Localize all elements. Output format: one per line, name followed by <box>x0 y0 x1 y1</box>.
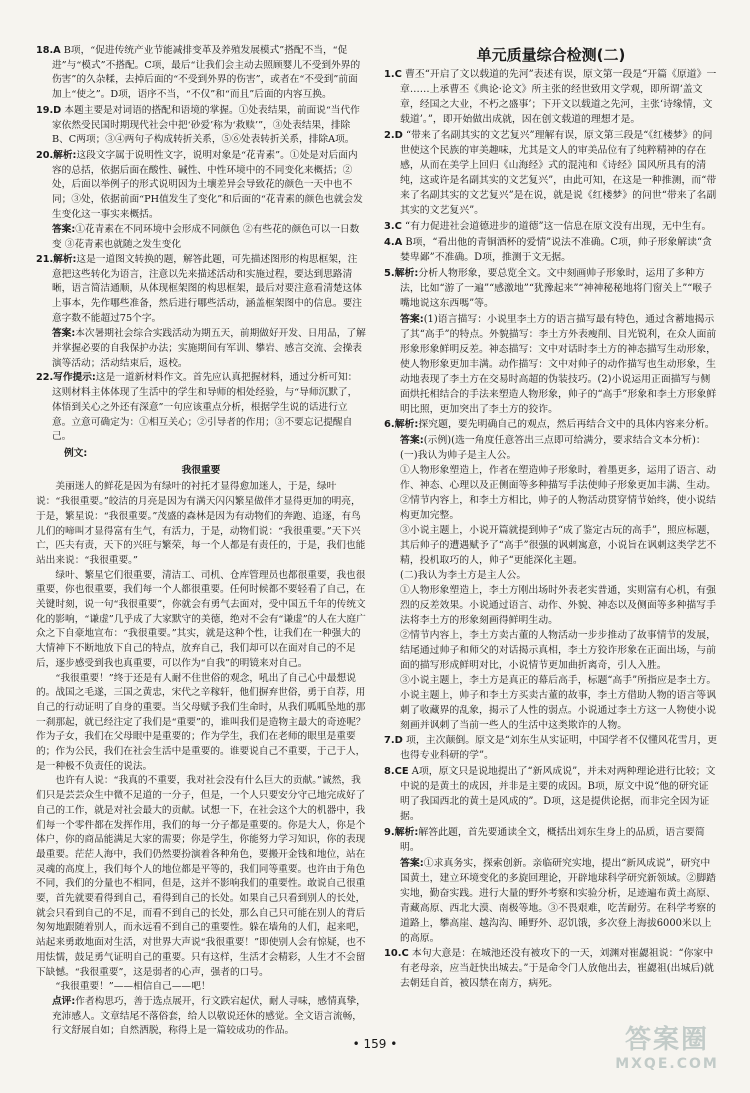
answer-1: 1.C 曹丕“开启了文以载道的先河”表述有误，原文第一段是“开篇《原道》一章……上承曹丕《典论·论文》所主张的经世致用文学观，即所谓‘盖文章，经国之大业，不朽之盛事’；下开文以载道之先河，主张‘诗缘情，文载道’。”，即开始做出成就，因在创文载道的理想才是。 <box>384 69 717 125</box>
answer-7: 7.D 项，主次颠倒。原文是“刘东生从实证明，中国学者不仅懂风花雪月，更也得专业科研的学”。 <box>384 735 718 761</box>
watermark-url: MXQE.COM <box>615 1056 719 1072</box>
answer-3: 3.C “有力促进社会道德进步的道德”这一信息在原文没有出现，无中生有。 <box>384 221 712 232</box>
essay-title: 我很重要 <box>181 464 221 476</box>
essay-paragraph: “我很重要！”终于还是有人耐不住世俗的观念，吼出了自己心中最想说的。战国之毛遂，三国之黄忠，宋代之辛稼轩，他们摒弃世俗，勇于自荐，用自己的行动证明了自身的重要。当父母赋予我们生命时，从我们呱呱坠地的那一刹那起，就已经注定了我们是“重要”的，谁叫我们是造物主最大的奇迹呢？作为子女，我们在父母眼中是重要的；作为学生，我们在老师的眼里是重要的；作为公民，我们在社会生活中是重要的。谁要说自己不重要，于己于人，是一种极不负责任的说法。 <box>36 672 366 772</box>
watermark-logo <box>602 1019 732 1079</box>
answer-5-answer: 答案:(1)语言描写：小说里李土方的语言描写最有特色，通过含蓄地揭示了其“高手”的特点。外貌描写：李土方外表瘦削、目光锐利，在众人面前形象形象鲜明反差。神态描写：文中对话时李土方的神态描写生动形象，使人物形象更加丰满。动作描写：文中对帅子的动作描写也生动形象，生动地表现了李土方在交易时高超的伪装技巧。(2)小说运用正面描写与侧面烘托相结合的手法来塑造人物形象，帅子的“高手”形象和李土方形象鲜明比照，更加突出了李土方的狡诈。 <box>400 314 717 415</box>
essay-paragraph: 美丽迷人的鲜花是因为有绿叶的衬托才显得愈加迷人，于是，绿叶说：“我很重要。”皎洁的月亮是因为有满天闪闪繁星做伴才显得更加的明亮，于是，繁星说：“我很重要。”茂盛的森林是因为有动物们的奔跑、追逐，有鸟儿们的啼叫才显得富有生气，有活力，于是，动物们说：“我很重要。”天下兴亡，匹夫有责，天下的兴旺与繁荣，每一个人都是有责任的，于是，我们也能站出来说：“我很重要。” <box>36 481 366 566</box>
answer-6-line: (一)我认为帅子是主人公。 <box>400 450 517 461</box>
answer-9-analysis: 9.解析:解答此题，首先要通读全文，概括出刘东生身上的品质，语言要简明。 <box>384 827 705 853</box>
answer-6-analysis: 6.解析:探究题，要先明确自己的观点，然后再结合文中的具体内容来分析。 <box>384 419 715 430</box>
answer-18: 18.A B项，“促进传统产业节能减排变革及养殖发展模式”搭配不当，“促进”与“模式”不搭配。C项，最后“让我们会主动去照顾婴儿不受到外界的伤害”的久杂糅，去掉后面的“不受到外界的伤害”，或者在“不受到”前面加上“使之”。D项，语序不当，“不仅”和“而且”后面的内容互换。 <box>36 45 361 101</box>
watermark-text: 答案圈 <box>624 1025 709 1055</box>
essay-comment: 点评:作者构思巧，善于选点展开，行文跌宕起伏，耐人寻味，感情真挚，充沛感人。文章结尾不落俗套，给人以敬说还休的感觉。全文语言流畅，行文舒展自如；自然洒脱，称得上是一篇较成功的作品。 <box>52 996 366 1037</box>
answer-6-line: ②情节内容上，和李土方相比，帅子的人物活动贯穿情节始终，使小说结构更加完整。 <box>400 495 717 521</box>
answer-2: 2.D “带来了名副其实的文艺复兴”理解有误，原文第三段是“《红楼梦》的问世使这个民族的审美趣味，尤其是文人的审美品位有了纯粹精神的存在感，从而在美学上回归《山海经》式的混沌和《诗经》国风所具有的清纯，这或许是名副其实的文艺复兴”，由此可知，在这是一种推测，而“带来了名副其实的文艺复兴”是在说，就是说《红楼梦》的问世“带来了名副其实的文艺复兴”。 <box>384 130 717 216</box>
example-label: 例文: <box>64 447 88 459</box>
answer-6-line: ①人物形象塑造上，作者在塑造帅子形象时，着墨更多，运用了语言、动作、神态、心理以及正侧面等多种描写手法使帅子形象更加丰满、生动。 <box>400 465 717 491</box>
answer-6-line: ③小说主题上，李土方是真正的幕后高手，标题“高手”所指应是李土方。小说主题上，帅子和李土方买卖古董的故事，李土方借助人物的语言等讽刺了收藏界的乱象，揭示了人性的弱点。小说通过李土方这一人物使小说刻画并讽刺了当前一些人的生活中这类欺诈的人物。 <box>400 675 717 731</box>
answer-6-line: (二)我认为李土方是主人公。 <box>400 570 527 581</box>
answer-8: 8.CE A项，原文只是说地提出了“新风成说”，并未对两种理论进行比较；文中说的是黄土的成因，并非是主要的成因。B项，原文中说“他的研究证明了我国西北的黄土是风成的”。D项，这是提供论据，而非完全因为证据。 <box>384 766 716 822</box>
essay-paragraph: “我很重要！”——相信自己——吧！ <box>55 981 211 993</box>
answer-6-line: ②情节内容上，李土方卖古董的人物活动一步步推动了故事情节的发展，结尾通过帅子和师父的对话揭示真相，李土方狡诈形象在正面出场，与前面的描写形成鲜明对比，小说情节更加曲折离奇，引人入胜。 <box>400 630 717 671</box>
left-column <box>36 44 366 1039</box>
right-column <box>384 44 718 992</box>
answer-6-answer: 答案:(示例)(选一角度任意答出三点即可给满分，要求结合文本分析)： <box>400 435 706 446</box>
answer-6-line: ①人物形象塑造上，李土方刚出场时外表老实普通，实则富有心机，有强烈的反差效果。小说通过语言、动作、外貌、神态以及侧面等多种描写手法将李土方的形象刻画得鲜明生动。 <box>400 585 717 626</box>
answer-10: 10.C 本句大意是：在城池还没有被攻下的一天，刘渊对崔勰祖说：“你家中有老母亲，应当赶快出城去。”于是命令门人放他出去，崔勰祖(出城后)就去朝廷自首，被囚禁在南方，病死。 <box>384 948 714 989</box>
answer-5-analysis: 5.解析:分析人物形象，要总览全文。文中刻画帅子形象时，运用了多种方法，比如“游了一遍”“感激地”“犹豫起来”“神神秘秘地将门窗关上”“喉子嘴地说这东西嗎”等。 <box>384 268 713 309</box>
answer-9-answer: 答案:①求真务实，探索创新。亲临研究实地，提出“新风成说”，研究中国黄土，建立环境变化的多旋回理论，开辟地球科学研究新领域。②脚踏实地，勤奋实践。进行大量的野外考察和实验分析，足迹遍布黄土高原、青藏高原、西北大漠、南极等地。③不畏艰难，吃苦耐劳。在科学考察的道路上，攀高崖、越沟沟、睡野外、忍饥饿，多次登上海拔6000米以上的高原。 <box>400 858 717 944</box>
answer-4: 4.A B项，“看出他的青铜酒杯的爱情”说法不准确。C项，帅子形象解读“贪婪卑鄙”不准确。D项，推测于文无据。 <box>384 237 712 263</box>
answer-21-analysis: 21.解析:这是一道图文转换的题，解答此题，可先描述图形的构思框架，注意把这些转化为语言，注意以先来描述活动和实施过程，要达到思路清晰，语言简洁通顺，从体现框架图的构思框架，最后对要注意看清楚这体上事本，先作哪些准备，然后进行哪些活动，涵盖框架图中的信息。要注意字数不能超过75个字。 <box>36 253 362 324</box>
essay-paragraph: 也许有人说：“我真的不重要，我对社会没有什么巨大的贡献。”诚然，我们只是芸芸众生中微不足道的一分子，但是，一个人只要安分守己地完成好了自己的工作，就是对社会最大的贡献。试想一下，在社会这个大的机器中，我们每一个零件都在发挥作用，我们的每一分子都是重要的。你是大人，你是个体户，你的商品能满足大家的需要；你是学生，你能努力学习知识，你的表现最重要。茫茫人海中，我们仍然要扮演着各种角色，要搬开金钱和地位，站在灵魂的高度上，我们每个人的地位都是平等的，我们同等重要。也许由于角色不同，我们的分量也不相同，但是，这并不影响我们的重要性。敢说自己很重要，首先就要看得到自己，看得到自己的长处。如果自己只看到别人的长处，就会只看到自己的不足，而看不到自己的长处，那么自己只可能在别人的背后匆匆地跟随着别人，而永远看不到自己的重要性。躲在墙角的人们，起来吧，站起来勇敢地面对生活，对世界大声说“我很重要！”即使别人会有惊疑，也不用怯懦，鼓足勇气证明自己的重要。只有这样，生活才会精彩，人生才不会留下缺憾。“我很重要”，这是弱者的心声，强者的口号。 <box>36 775 366 978</box>
essay-paragraph: 绿叶、繁星它们很重要，清洁工、司机、仓库管理员也都很重要，我也很重要，你也很重要，我们每一个人都很重要。任何时候都不要轻看了自己，在关键时刻，说一句“我很重要”，你就会有勇气去面对，受中国五千年的传统文化的影响，“谦虚”几乎成了大家默守的美德，绝对不会有“谦虚”的人在大庭广众之下自豪地宣布：“我很重要。”其实，就是这种个性，让我们在一种强大的大情神下不断地放下自己的特点，放弃自己，我们却可以在面对自己的不足后，逐步感受到我也真重要，可以作为“自我”的明镜来对自己。 <box>36 569 366 669</box>
answer-6-line: ③小说主题上，小说开篇就提到帅子“成了鉴定古玩的高手”，照应标题，其后帅子的遭遇赋予了“高手”很强的讽刺寓意，小说旨在讽刺这类学艺不精，投机取巧的人，帅子“更能深化主题。 <box>400 525 717 566</box>
answer-19: 19.D 本题主要是对词语的搭配和语境的掌握。①处表结果，前面说“当代作家依然受民国时期现代社会中把‘砂爱’称为‘救赎’”，③处表结果，排除B、C两项；③④两句子构成转折关系，⑤⑥处表转折关系，排除A项。 <box>36 104 360 146</box>
answer-21-answer: 答案:本次暑期社会综合实践活动为期五天，前期做好开发、日用品，了解并掌握必要的自我保护办法；实施期间有军训、攀岩、感言交流、会操表演等活动；活动结束后，返校。 <box>52 328 366 369</box>
answer-20-answer: 答案:①花青素在不同环境中会形成不同颜色 ②有些花的颜色可以一日数变 ③花青素也就随之发生变化 <box>52 224 360 251</box>
section-title: 单元质量综合检测(二) <box>476 46 626 64</box>
page-number: • 159 • <box>352 1037 398 1051</box>
answer-22-hint: 22.写作提示:这是一道新材料作文。首先应认真把握材料，通过分析可知：这则材料主体体现了生活中的学生和导师的相处经验，与“导师沉默了，体悟到关心之外还有深意”一句应该重点分析，根据学生说的话进行立意。立意可确定为：①相互关心；②引导者的作用；③不要忘记提醒自己。 <box>36 372 358 443</box>
answer-20-analysis: 20.解析:这段文字属于说明性文字，说明对象是“花青素”。①处是对后面内容的总括，依据后面在酸性、碱性、中性环境中的不同变化来概括；②处，后面以举例子的形式说明因为土壤差异会导致花的颜色一天中也不同；③处，依据前面“PH值发生了变化”和后面的“花青素的颜色也就会发生变化这一事实来概括。 <box>36 149 363 220</box>
